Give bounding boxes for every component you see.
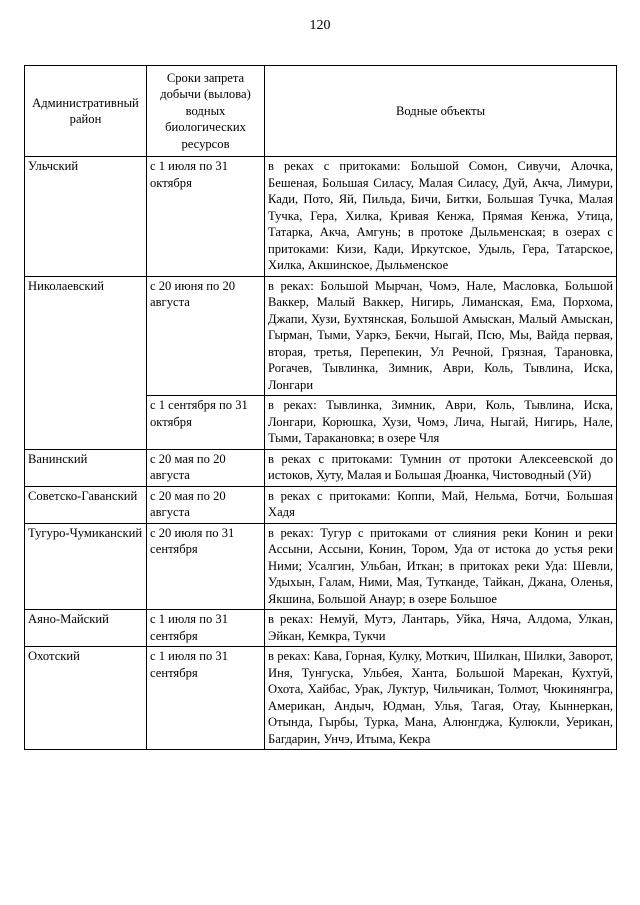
water-objects-cell: в реках: Немуй, Мутэ, Лантарь, Уйка, Няча, Алдома, Улкан, Эйкан, Кемкра, Тукчи (265, 610, 617, 647)
district-cell: Советско-Гаванский (25, 486, 147, 523)
fishing-restrictions-table (24, 65, 617, 750)
period-cell: с 20 июня по 20 августа (147, 276, 265, 396)
header-objects: Водные объекты (265, 66, 617, 157)
district-cell: Охотский (25, 647, 147, 750)
district-cell: Николаевский (25, 276, 147, 449)
table-row (25, 157, 617, 277)
period-cell: с 20 июля по 31 сентября (147, 523, 265, 610)
period-cell: с 20 мая по 20 августа (147, 486, 265, 523)
district-cell: Ванинский (25, 449, 147, 486)
period-cell: с 1 июля по 31 сентября (147, 610, 265, 647)
period-cell: с 1 июля по 31 сентября (147, 647, 265, 750)
water-objects-cell: в реках с притоками: Большой Сомон, Сивучи, Алочка, Бешеная, Большая Силасу, Малая Силасу, Дуй, Акча, Лимури, Кади, Пото, Яй, Пильда, Бичи, Битки, Большая Тучка, Малая Тучка, Гера, Хилка, Кривая Кенжа, Прямая Кенжа, Утица, Татарка, Акча, Амгунь; в протоке Дыльменская; в озерах с притоками: Кизи, Кади, Иркутское, Удыль, Гера, Татарское, Хилка, Акшинское, Дыльменское (265, 157, 617, 277)
table-row (25, 523, 617, 610)
table-row (25, 486, 617, 523)
water-objects-cell: в реках с притоками: Коппи, Май, Нельма, Ботчи, Большая Хадя (265, 486, 617, 523)
header-district: Административный район (25, 66, 147, 157)
water-objects-cell: в реках с притоками: Тумнин от протоки Алексеевской до истоков, Хуту, Малая и Большая Дюанка, Чистоводный (Уй) (265, 449, 617, 486)
district-cell: Ульчский (25, 157, 147, 277)
page-number: 120 (309, 18, 331, 33)
water-objects-cell: в реках: Тугур с притоками от слияния реки Конин и реки Ассыни, Ассыни, Конин, Тором, Уда от истока до устья реки Ними; Усалгин, Ульбан, Иткан; в притоках реки Уда: Шевли, Удыхын, Галам, Ними, Мая, Тутканде, Тайкан, Джана, Оленья, Якшина, Большой Анаур; в озере Большое (265, 523, 617, 610)
period-cell: с 1 июля по 31 октября (147, 157, 265, 277)
table-row (25, 449, 617, 486)
district-cell: Тугуро-Чумиканский (25, 523, 147, 610)
table-row (25, 610, 617, 647)
period-cell: с 1 сентября по 31 октября (147, 396, 265, 450)
period-cell: с 20 мая по 20 августа (147, 449, 265, 486)
table-row (25, 647, 617, 750)
table-row (25, 276, 617, 396)
table-body (25, 157, 617, 750)
header-period: Сроки запрета добычи (вылова) водных биологических ресурсов (147, 66, 265, 157)
water-objects-cell: в реках: Тывлинка, Зимник, Аври, Коль, Тывлина, Иска, Лонгари, Корюшка, Хузи, Чомэ, Лича, Ныгай, Нигирь, Нале, Тыми, Таракановка; в озере Чля (265, 396, 617, 450)
district-cell: Аяно-Майский (25, 610, 147, 647)
table-header-row (25, 66, 617, 157)
water-objects-cell: в реках: Кава, Горная, Кулку, Моткич, Шилкан, Шилки, Заворот, Иня, Тунгуска, Ульбея, Ханта, Большой Марекан, Кухтуй, Охота, Хайбас, Урак, Луктур, Чильчикан, Толмот, Чюкинянгра, Американ, Андыч, Юдман, Улья, Тагая, Отау, Кыннеркан, Отында, Гырбы, Турка, Мана, Алюнгджа, Кулюкли, Уерикан, Багдарин, Унчэ, Итыма, Кекра (265, 647, 617, 750)
water-objects-cell: в реках: Большой Мырчан, Чомэ, Нале, Масловка, Большой Ваккер, Малый Ваккер, Нигирь, Лиманская, Ема, Порхома, Джапи, Хузи, Бухтянская, Большой Амыскан, Малый Амыскан, Гырман, Тыми, Уаркэ, Бекчи, Ныгай, Псю, Мы, Вайда первая, вторая, третья, Перепекин, Ул Речной, Грязная, Тарановка, Рогачев, Тывлинка, Зимник, Аври, Коль, Тывлина, Иска, Лонгари (265, 276, 617, 396)
